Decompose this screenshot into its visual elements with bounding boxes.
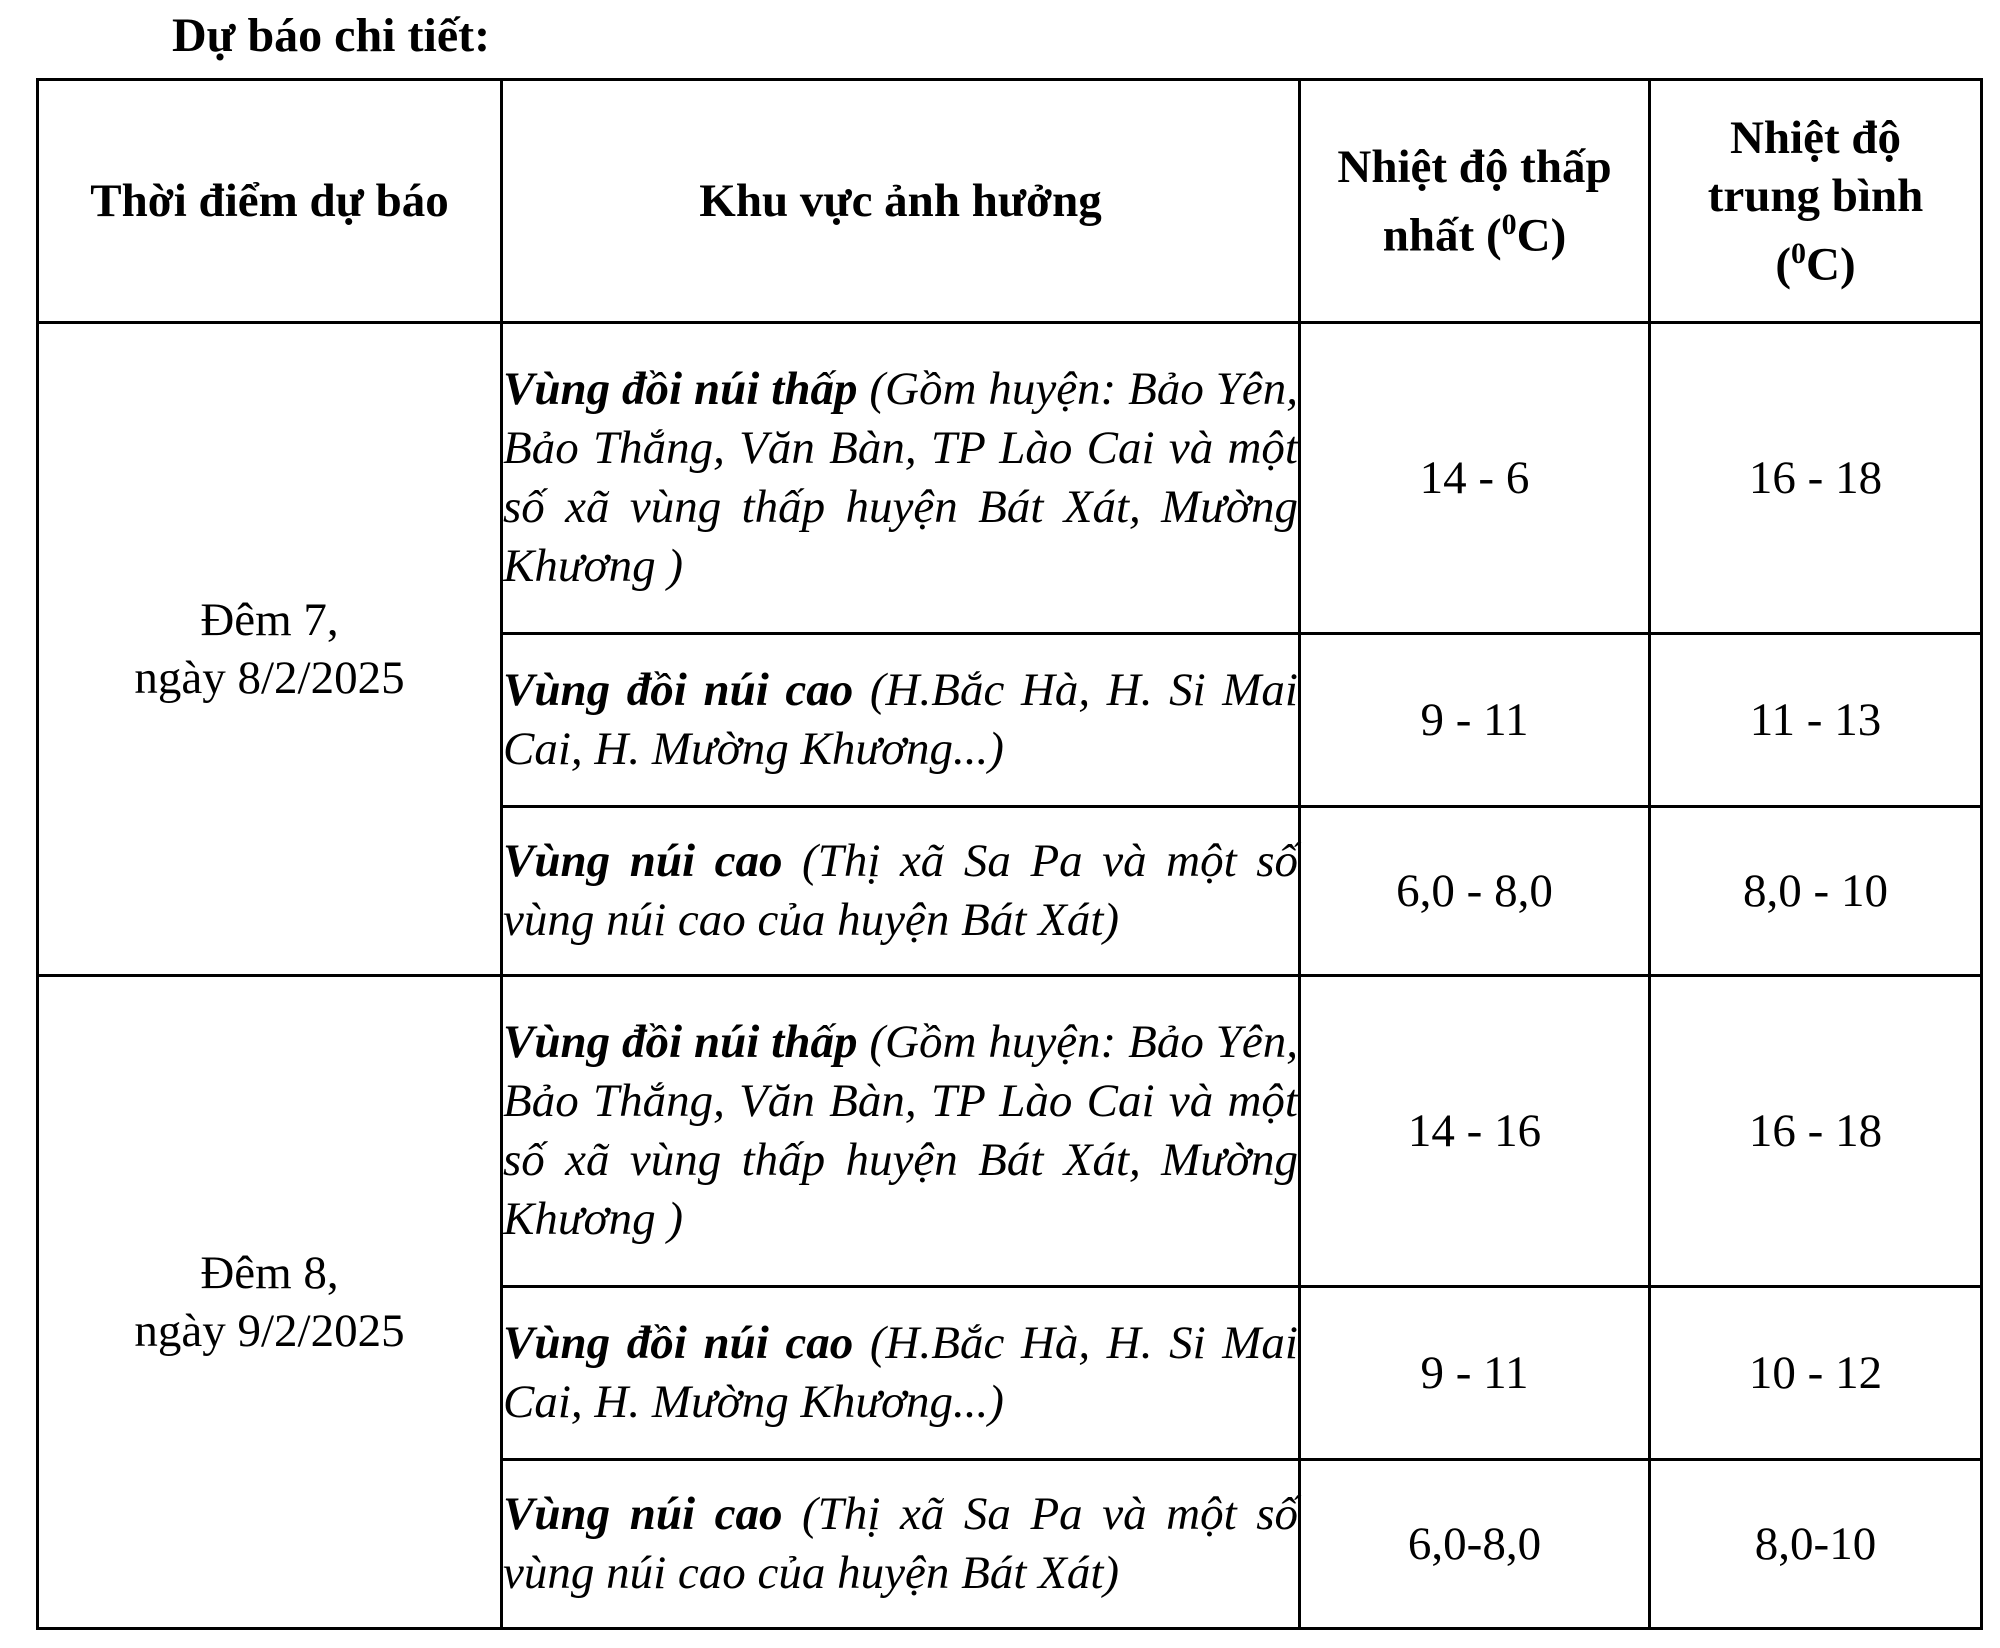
avg-temp-cell: 8,0 - 10	[1650, 807, 1982, 976]
avg-temp-cell: 11 - 13	[1650, 634, 1982, 807]
area-cell: Vùng núi cao (Thị xã Sa Pa và một số vùng núi cao của huyện Bát Xát)	[502, 1460, 1300, 1629]
time-cell: Đêm 8, ngày 9/2/2025	[38, 976, 502, 1629]
time-cell: Đêm 7, ngày 8/2/2025	[38, 323, 502, 976]
area-cell: Vùng đồi núi cao (H.Bắc Hà, H. Si Mai Cai, H. Mường Khương...)	[502, 634, 1300, 807]
min-temp-cell: 14 - 6	[1300, 323, 1650, 634]
min-temp-cell: 6,0-8,0	[1300, 1460, 1650, 1629]
min-temp-cell: 9 - 11	[1300, 634, 1650, 807]
table-row	[38, 323, 1982, 634]
header-time: Thời điểm dự báo	[38, 80, 502, 323]
area-cell: Vùng núi cao (Thị xã Sa Pa và một số vùng núi cao của huyện Bát Xát)	[502, 807, 1300, 976]
header-area: Khu vực ảnh hưởng	[502, 80, 1300, 323]
min-temp-cell: 14 - 16	[1300, 976, 1650, 1287]
min-temp-cell: 6,0 - 8,0	[1300, 807, 1650, 976]
section-heading: Dự báo chi tiết:	[172, 9, 491, 62]
table-header-row	[38, 80, 1982, 323]
area-cell: Vùng đồi núi thấp (Gồm huyện: Bảo Yên, Bảo Thắng, Văn Bàn, TP Lào Cai và một số xã vùng thấp huyện Bát Xát, Mường Khương )	[502, 323, 1300, 634]
avg-temp-cell: 16 - 18	[1650, 323, 1982, 634]
min-temp-cell: 9 - 11	[1300, 1287, 1650, 1460]
avg-temp-cell: 10 - 12	[1650, 1287, 1982, 1460]
header-avg-temp: Nhiệt độ trung bình ($^0$C)	[1650, 80, 1982, 323]
area-cell: Vùng đồi núi thấp (Gồm huyện: Bảo Yên, Bảo Thắng, Văn Bàn, TP Lào Cai và một số xã vùng thấp huyện Bát Xát, Mường Khương )	[502, 976, 1300, 1287]
table-row	[38, 976, 1982, 1287]
area-cell: Vùng đồi núi cao (H.Bắc Hà, H. Si Mai Cai, H. Mường Khương...)	[502, 1287, 1300, 1460]
header-min-temp: Nhiệt độ thấp nhất ($^0$C)	[1300, 80, 1650, 323]
avg-temp-cell: 16 - 18	[1650, 976, 1982, 1287]
forecast-table	[36, 78, 1983, 1630]
avg-temp-cell: 8,0-10	[1650, 1460, 1982, 1629]
